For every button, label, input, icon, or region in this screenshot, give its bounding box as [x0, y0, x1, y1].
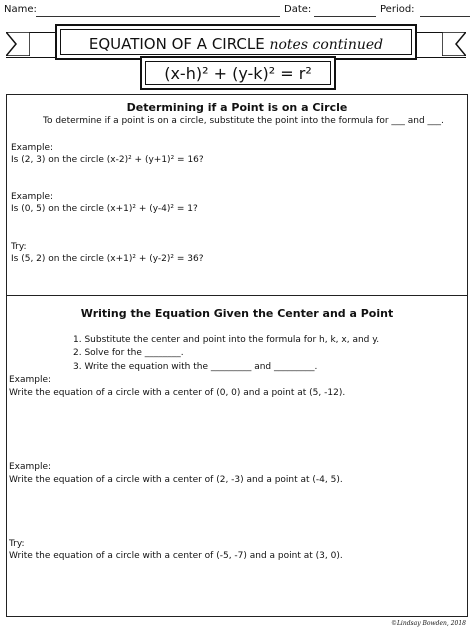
section2-step3: 3. Write the equation with the _________ and _________.	[73, 362, 318, 372]
section2-example2-text: Write the equation of a circle with a center of (2, -3) and a point at (-4, 5).	[9, 475, 343, 485]
page-title	[60, 29, 412, 55]
circle-formula: (x-h)² + (y-k)² = r²	[145, 61, 331, 85]
title-suffix: notes continued	[269, 37, 384, 53]
section1-example1-text: Is (2, 3) on the circle (x-2)² + (y+1)² = 16?	[11, 155, 204, 165]
section1-title: Determining if a Point is on a Circle	[126, 101, 348, 114]
title-box	[55, 24, 417, 60]
date-label: Date:	[284, 4, 312, 15]
period-label: Period:	[380, 4, 415, 15]
section2-example1-label: Example:	[9, 375, 52, 385]
section1-example2-text: Is (0, 5) on the circle (x+1)² + (y-4)² = 1?	[11, 204, 198, 214]
period-blank[interactable]	[420, 16, 470, 17]
section2-title: Writing the Equation Given the Center and a Point	[80, 307, 394, 320]
section1-try-text: Is (5, 2) on the circle (x+1)² + (y-2)² = 36?	[11, 254, 204, 264]
title-text: EQUATION OF A CIRCLE	[88, 35, 265, 53]
section2-try-label: Try:	[9, 539, 25, 549]
banner-right-ribbon	[442, 32, 466, 56]
section-write-equation	[6, 295, 468, 617]
section2-step1: 1. Substitute the center and point into the formula for h, k, x, and y.	[73, 335, 380, 345]
section2-try-text: Write the equation of a circle with a center of (-5, -7) and a point at (3, 0).	[9, 551, 343, 561]
section1-example1-label: Example:	[11, 143, 54, 153]
section2-example1-text: Write the equation of a circle with a center of (0, 0) and a point at (5, -12).	[9, 388, 346, 398]
formula-box	[140, 56, 336, 90]
name-blank[interactable]	[36, 16, 280, 17]
section1-intro: To determine if a point is on a circle, substitute the point into the formula for ___ and ___.	[43, 116, 444, 126]
section2-step2: 2. Solve for the ________.	[73, 348, 184, 358]
section1-try-label: Try:	[11, 242, 27, 252]
name-label: Name:	[4, 4, 37, 15]
section-point-on-circle	[6, 94, 468, 296]
copyright-footer: ©Lindsay Bowden, 2018	[390, 620, 466, 627]
date-blank[interactable]	[314, 16, 376, 17]
banner-left-ribbon	[6, 32, 30, 56]
section2-example2-label: Example:	[9, 462, 52, 472]
section1-example2-label: Example:	[11, 192, 54, 202]
